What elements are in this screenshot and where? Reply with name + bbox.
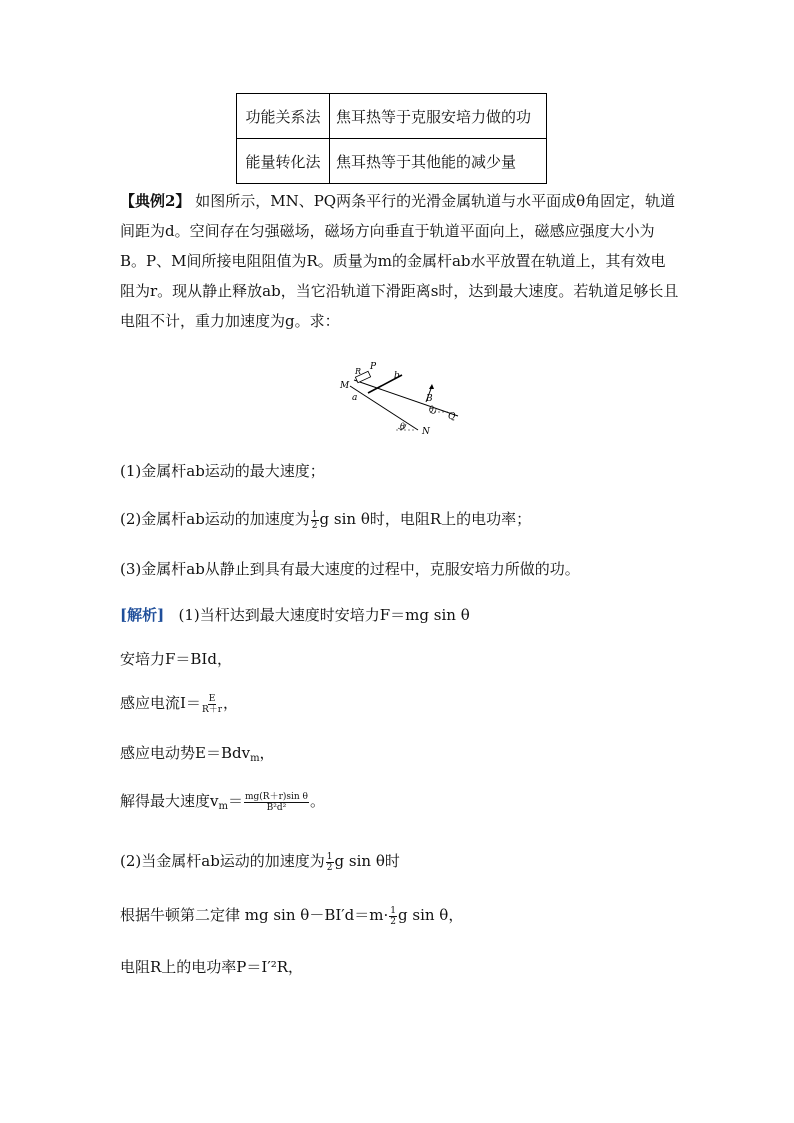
label-b-field: B <box>426 394 433 404</box>
solution-line-3 <box>120 692 238 715</box>
solution-line-8: 电阻R上的电功率P＝I′²R， <box>120 958 304 976</box>
method-description: 焦耳热等于克服安培力做的功 <box>330 94 547 139</box>
part-2-text-a: (2)当金属杆ab运动的加速度为 <box>120 852 325 870</box>
fraction-denominator: 2 <box>311 520 318 531</box>
rail-pq <box>354 380 458 416</box>
induced-current-text: 感应电流I＝ <box>120 694 201 712</box>
label-theta-q: θ <box>429 405 434 414</box>
fraction-half <box>326 852 334 873</box>
label-b-end: b <box>394 371 400 381</box>
solution-line-6 <box>120 850 400 873</box>
table-row <box>237 94 547 139</box>
fraction-numerator: 1 <box>390 905 396 916</box>
punctuation: ， <box>223 694 239 712</box>
method-description: 焦耳热等于其他能的减少量 <box>330 139 547 184</box>
solution-line-2: 安培力F＝BId， <box>120 650 232 668</box>
fraction-numerator: E <box>208 693 216 704</box>
solution-line-4 <box>120 742 275 764</box>
fraction-denominator: 2 <box>390 916 396 927</box>
fraction-numerator: 1 <box>311 509 318 520</box>
question-2-text-b: g sin θ时，电阻R上的电功率； <box>319 510 532 528</box>
fraction-half <box>311 510 319 531</box>
fraction-numerator: 1 <box>326 851 333 862</box>
equals-sign: ＝ <box>227 792 243 810</box>
solution-line-7 <box>120 904 463 927</box>
method-name: 功能关系法 <box>237 94 330 139</box>
table-row <box>237 139 547 184</box>
label-q: Q <box>448 412 456 422</box>
question-3: (3)金属杆ab从静止到具有最大速度的过程中，克服安培力所做的功。 <box>120 560 580 578</box>
emf-text: 感应电动势E＝Bdv <box>120 744 251 762</box>
part-2-text-b: g sin θ时 <box>334 852 400 870</box>
fraction-numerator: mg(R＋r)sin θ <box>244 791 308 802</box>
newton-law-text-b: g sin θ， <box>398 906 464 924</box>
methods-table <box>236 93 547 184</box>
label-n: N <box>422 427 430 437</box>
label-theta-n: θ <box>400 422 405 431</box>
punctuation: ， <box>259 744 275 762</box>
example-tag: 【典例2】 <box>120 192 191 210</box>
newton-law-text-a: 根据牛顿第二定律 mg sin θ－BI′d＝m· <box>120 906 389 924</box>
label-m: M <box>340 381 350 391</box>
example-text: 如图所示，MN、PQ两条平行的光滑金属轨道与水平面成θ角固定，轨道间距为d。空间存在匀强磁场，磁场方向垂直于轨道平面向上，磁感应强度大小为B。P、M间所接电阻阻值为R。质量为m的金属杆ab水平放置在轨道上，其有效电阻为r。现从静止释放ab，当它沿轨道下滑距离s时，达到最大速度。若轨道足够长且电阻不计，重力加速度为g。求： <box>120 192 679 330</box>
example-problem <box>120 186 680 336</box>
fraction-half <box>389 906 397 927</box>
punctuation: 。 <box>309 792 325 810</box>
arrow-head-icon <box>429 384 434 389</box>
label-p: P <box>370 362 377 372</box>
fraction-max-velocity <box>244 792 309 813</box>
fraction-denominator: R＋r <box>201 704 223 715</box>
solution-line-1 <box>120 604 470 625</box>
max-velocity-text: 解得最大速度v <box>120 792 219 810</box>
label-a-end: a <box>352 393 358 403</box>
subscript: m <box>250 753 260 764</box>
rail-mn <box>350 386 418 430</box>
subscript: m <box>218 801 228 812</box>
question-1: (1)金属杆ab运动的最大速度； <box>120 462 325 480</box>
question-2-text-a: (2)金属杆ab运动的加速度为 <box>120 510 310 528</box>
rail-diagram <box>330 358 470 438</box>
fraction-current <box>202 694 222 715</box>
solution-line-5 <box>120 790 325 813</box>
solution-step-1: (1)当杆达到最大速度时安培力F＝mg sin θ <box>178 606 470 624</box>
label-r: R <box>355 367 362 376</box>
question-2 <box>120 508 531 531</box>
solution-tag: [解析] <box>120 606 165 624</box>
fraction-denominator: B²d² <box>266 802 287 813</box>
fraction-denominator: 2 <box>326 862 333 873</box>
method-name: 能量转化法 <box>237 139 330 184</box>
